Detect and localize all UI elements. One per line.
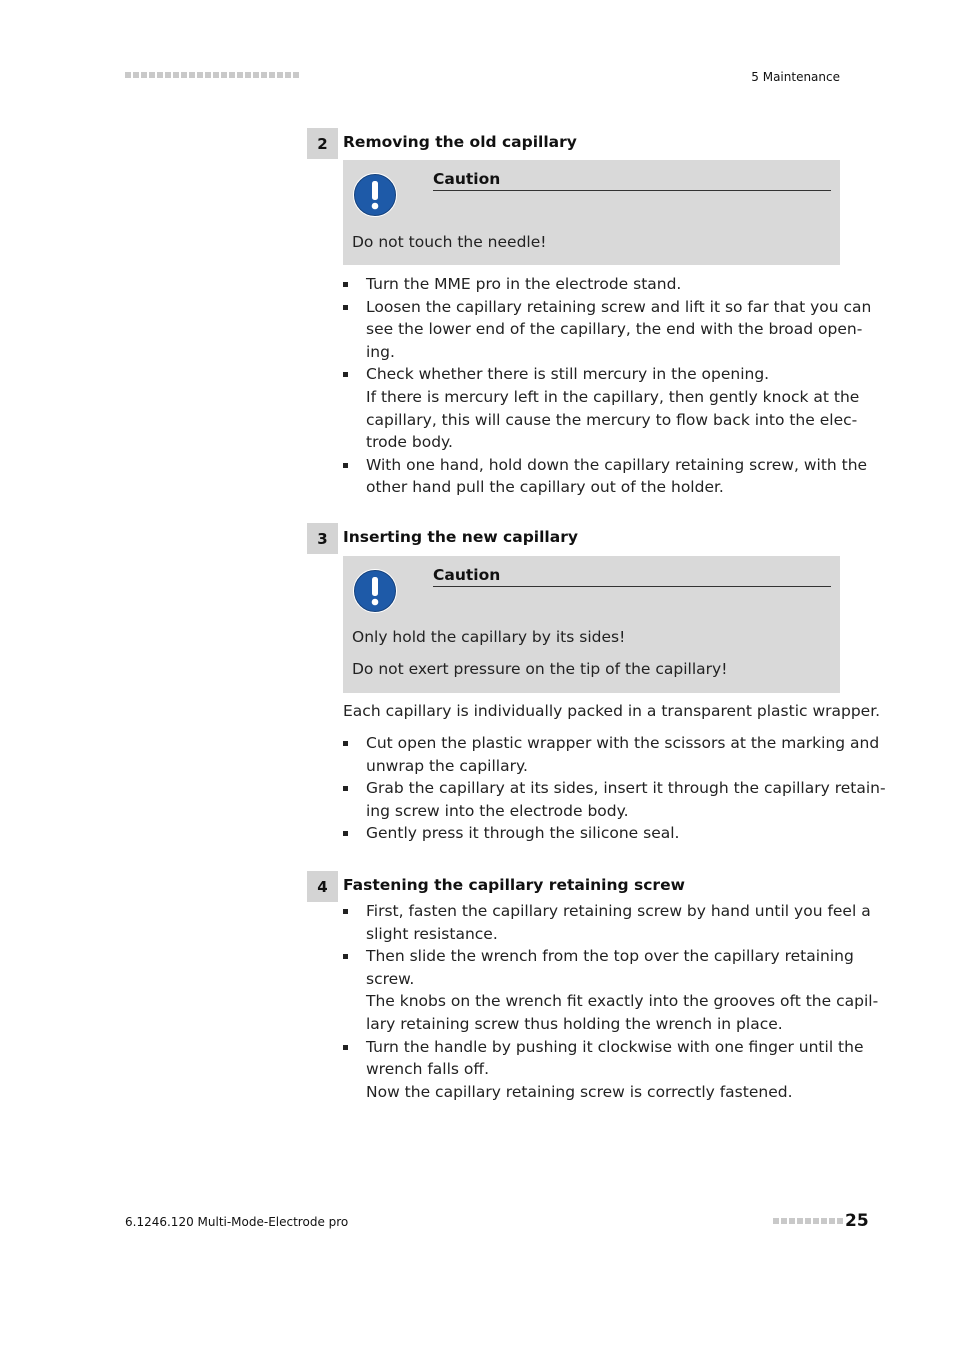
header-section: 5 Maintenance [751, 70, 840, 84]
list-item: Check whether there is still mercury in the opening. If there is mercury left in the capillary, then gently knock at the capillary, this will cause the mercury to flow back into the elec- trode body. [343, 363, 843, 453]
list-item: Then slide the wrench from the top over the capillary retaining screw. The knobs on the wrench fit exactly into the grooves oft the capil- lary retaining screw thus holding the wrench in place. [343, 945, 843, 1035]
caution-text: Do not exert pressure on the tip of the capillary! [352, 660, 728, 678]
step-number: 2 [307, 128, 338, 159]
caution-box [343, 160, 840, 265]
page-number: 25 [845, 1211, 869, 1231]
caution-box [343, 556, 840, 693]
bullet-list [343, 732, 886, 845]
step-number: 3 [307, 523, 338, 554]
step-number: 4 [307, 871, 338, 902]
step-title: Removing the old capillary [343, 133, 577, 151]
list-item: Grab the capillary at its sides, insert it through the capillary retain- ing screw into the electrode body. [343, 777, 843, 822]
list-item: With one hand, hold down the capillary retaining screw, with the other hand pull the capillary out of the holder. [343, 454, 843, 499]
caution-title: Caution [433, 566, 831, 587]
list-item: Turn the MME pro in the electrode stand. [343, 273, 843, 296]
caution-title: Caution [433, 170, 831, 191]
list-item: Turn the handle by pushing it clockwise with one finger until the wrench falls off. Now the capillary retaining screw is correctly fastened. [343, 1036, 843, 1104]
caution-text: Do not touch the needle! [352, 233, 547, 251]
footer-decoration [773, 1218, 843, 1224]
bullet-list [343, 273, 872, 499]
list-item: Gently press it through the silicone seal. [343, 822, 843, 845]
header-decoration [125, 72, 299, 78]
step-title: Inserting the new capillary [343, 528, 578, 546]
list-item: Loosen the capillary retaining screw and lift it so far that you can see the lower end of the capillary, the end with the broad open- ing. [343, 296, 843, 364]
intro-paragraph: Each capillary is individually packed in a transparent plastic wrapper. [343, 702, 881, 720]
list-item: Cut open the plastic wrapper with the scissors at the marking and unwrap the capillary. [343, 732, 843, 777]
exclamation-circle-icon [352, 172, 398, 218]
exclamation-circle-icon [352, 568, 398, 614]
caution-text: Only hold the capillary by its sides! [352, 628, 626, 646]
step-title: Fastening the capillary retaining screw [343, 876, 685, 894]
footer-document-title: 6.1246.120 Multi-Mode-Electrode pro [125, 1215, 349, 1229]
bullet-list [343, 900, 879, 1103]
list-item: First, fasten the capillary retaining screw by hand until you feel a slight resistance. [343, 900, 843, 945]
